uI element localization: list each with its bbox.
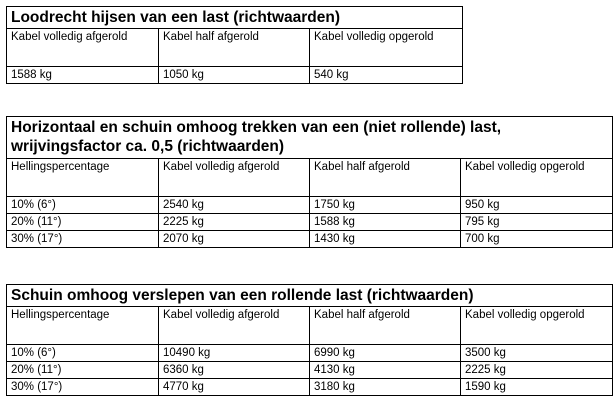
table-cell: 1430 kg [310,231,461,248]
table-cell: 2225 kg [461,362,613,379]
column-header: Kabel half afgerold [159,29,310,67]
column-header: Kabel volledig opgerold [461,159,613,197]
column-header: Kabel volledig opgerold [461,307,613,345]
table-row [7,231,613,248]
table-cell: 950 kg [461,197,613,214]
table-cell: 2225 kg [159,214,310,231]
column-header: Kabel half afgerold [310,307,461,345]
table-cell: 795 kg [461,214,613,231]
column-header: Kabel volledig opgerold [310,29,463,67]
table-horizontal-pulling [6,116,613,248]
table-cell: 1590 kg [461,379,613,396]
table-vertical-lifting [6,6,463,84]
column-header: Kabel volledig afgerold [7,29,159,67]
table-cell: 3500 kg [461,345,613,362]
table-cell: 2540 kg [159,197,310,214]
table-row [7,362,613,379]
table-row [7,214,613,231]
table-cell: 3180 kg [310,379,461,396]
table-cell: 4130 kg [310,362,461,379]
table-cell: 10% (6°) [7,345,159,362]
table-cell: 540 kg [310,67,463,84]
table-cell: 6360 kg [159,362,310,379]
table-row [7,345,613,362]
table-cell: 1588 kg [7,67,159,84]
table-cell: 1588 kg [310,214,461,231]
column-header: Hellingspercentage [7,307,159,345]
table-cell: 10% (6°) [7,197,159,214]
table-title: Schuin omhoog verslepen van een rollende last (richtwaarden) [7,285,613,307]
table-cell: 20% (11°) [7,362,159,379]
table-row [7,379,613,396]
table-cell: 30% (17°) [7,231,159,248]
table-cell: 20% (11°) [7,214,159,231]
column-header: Kabel volledig afgerold [159,307,310,345]
column-header: Hellingspercentage [7,159,159,197]
table-row [7,197,613,214]
table-cell: 10490 kg [159,345,310,362]
table-cell: 1050 kg [159,67,310,84]
table-cell: 2070 kg [159,231,310,248]
table-cell: 6990 kg [310,345,461,362]
table-cell: 4770 kg [159,379,310,396]
table-title: Loodrecht hijsen van een last (richtwaarden) [7,7,463,29]
column-header: Kabel volledig afgerold [159,159,310,197]
column-header: Kabel half afgerold [310,159,461,197]
table-cell: 700 kg [461,231,613,248]
table-cell: 1750 kg [310,197,461,214]
table-cell: 30% (17°) [7,379,159,396]
table-rolling-load [6,284,613,396]
table-title: Horizontaal en schuin omhoog trekken van een (niet rollende) last, wrijvingsfactor ca. 0,5 (richtwaarden) [7,117,613,159]
